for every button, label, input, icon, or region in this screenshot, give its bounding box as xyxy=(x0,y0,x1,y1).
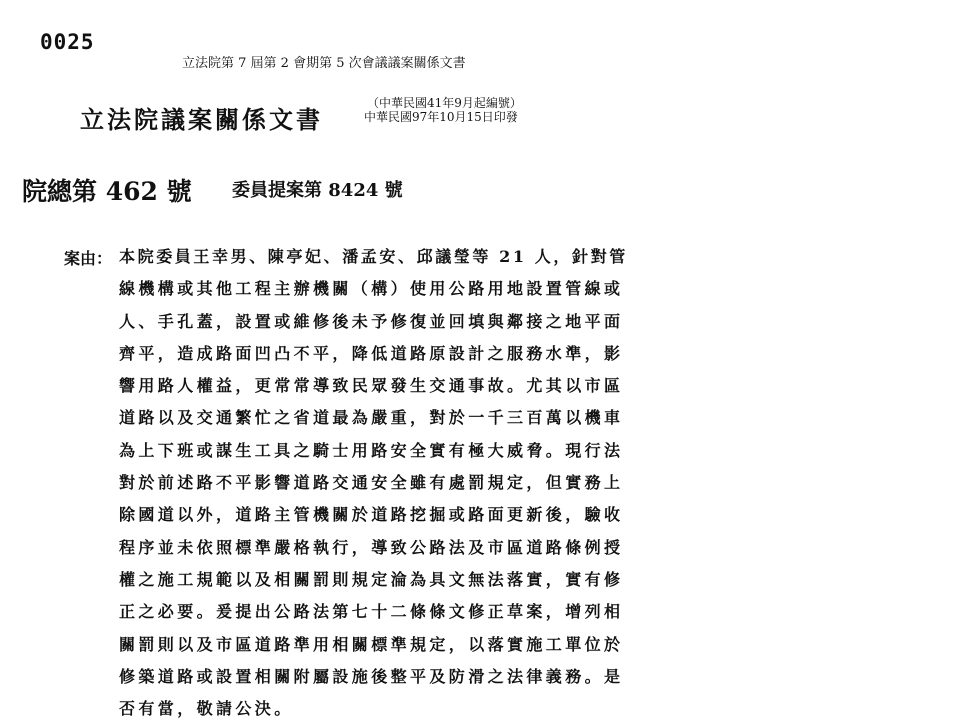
document-title: 立法院議案關係文書 xyxy=(80,105,323,134)
running-header: 立法院第 7 屆第 2 會期第 5 次會議議案關係文書 xyxy=(182,56,466,71)
page-number: 0025 xyxy=(40,30,95,54)
cause-line: 響用路人權益，更常常導致民眾發生交通事故。尤其以市區 xyxy=(119,376,624,396)
cause-line: 除國道以外，道路主管機關於道路挖掘或路面更新後，驗收 xyxy=(119,505,624,525)
cause-line: 道路以及交通繁忙之省道最為嚴重，對於一千三百萬以機車 xyxy=(119,408,624,428)
cause-label: 案由： xyxy=(64,249,113,268)
general-number: 院總第 462 號 xyxy=(22,177,192,206)
cause-line: 對於前述路不平影響道路交通安全雖有處罰規定，但實務上 xyxy=(119,473,624,493)
cause-line: 程序並未依照標準嚴格執行，導致公路法及市區道路條例授 xyxy=(119,537,624,557)
member-proposal-number: 委員提案第 8424 號 xyxy=(232,180,403,201)
cause-line: 線機構或其他工程主辦機關（構）使用公路用地設置管線或 xyxy=(119,279,624,299)
cause-line: 關罰則以及市區道路準用相關標準規定，以落實施工單位於 xyxy=(119,634,624,654)
print-date: 中華民國97年10月15日印發 xyxy=(364,110,518,124)
cause-line: 人、手孔蓋，設置或維修後未予修復並回填與鄰接之地平面 xyxy=(119,311,624,331)
cause-line: 本院委員王幸男、陳亭妃、潘孟安、邱議瑩等 21 人，針對管 xyxy=(119,247,628,266)
cause-line: 正之必要。爰提出公路法第七十二條條文修正草案，增列相 xyxy=(119,602,624,622)
cause-line: 修築道路或設置相關附屬設施後整平及防滑之法律義務。是 xyxy=(119,666,624,686)
cause-body xyxy=(119,241,679,725)
reference-line xyxy=(22,172,403,208)
title-meta xyxy=(364,96,522,124)
cause-line: 齊平，造成路面凹凸不平，降低道路原設計之服務水準，影 xyxy=(119,343,624,363)
cause-line: 否有當，敬請公決。 xyxy=(119,699,294,719)
numbering-note: （中華民國41年9月起編號） xyxy=(367,96,522,110)
cause-line: 權之施工規範以及相關罰則規定淪為具文無法落實，實有修 xyxy=(119,569,624,589)
cause-line: 為上下班或謀生工具之騎士用路安全實有極大威脅。現行法 xyxy=(119,440,624,460)
